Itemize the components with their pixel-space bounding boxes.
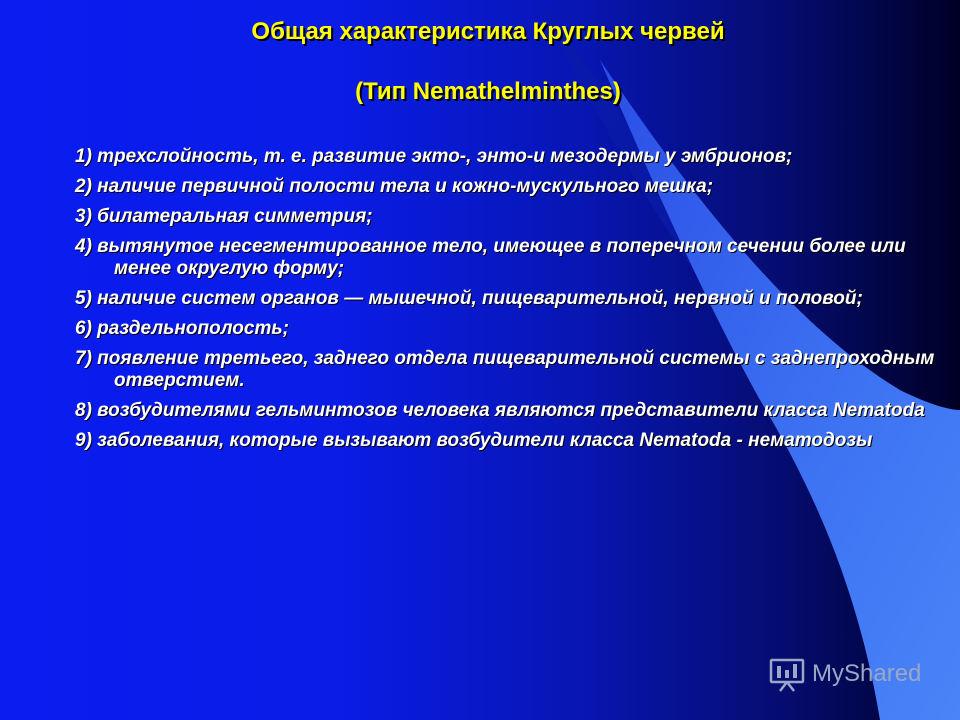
list-item: 5) наличие систем органов — мышечной, пищеварительной, нервной и половой; [75,288,863,309]
characteristics-list [75,146,935,460]
watermark-label: MyShared [812,660,922,687]
watermark [768,654,921,694]
slide-title: Общая характеристика Круглых червей [251,18,725,45]
list-item: 7) появление третьего, заднего отдела пищеварительной системы с заднепроходным отверстием. [75,348,935,391]
list-item: 1) трехслойность, т. е. развитие экто-, энто-и мезодермы у эмбрионов; [75,146,793,167]
list-item: 2) наличие первичной полости тела и кожно-мускульного мешка; [75,176,714,197]
list-item: 9) заболевания, которые вызывают возбудители класса Nematoda - нематодозы [75,430,873,451]
list-item: 4) вытянутое несегментированное тело, имеющее в поперечном сечении более или менее округлую форму; [75,236,906,279]
presentation-board-icon [768,656,806,692]
list-item: 8) возбудителями гельминтозов человека являются представители класса Nematoda [75,400,925,421]
slide-subtitle: (Тип Nemathelminthes) [355,78,621,105]
list-item: 3) билатеральная симметрия; [75,206,373,227]
list-item: 6) раздельнополость; [75,318,289,339]
